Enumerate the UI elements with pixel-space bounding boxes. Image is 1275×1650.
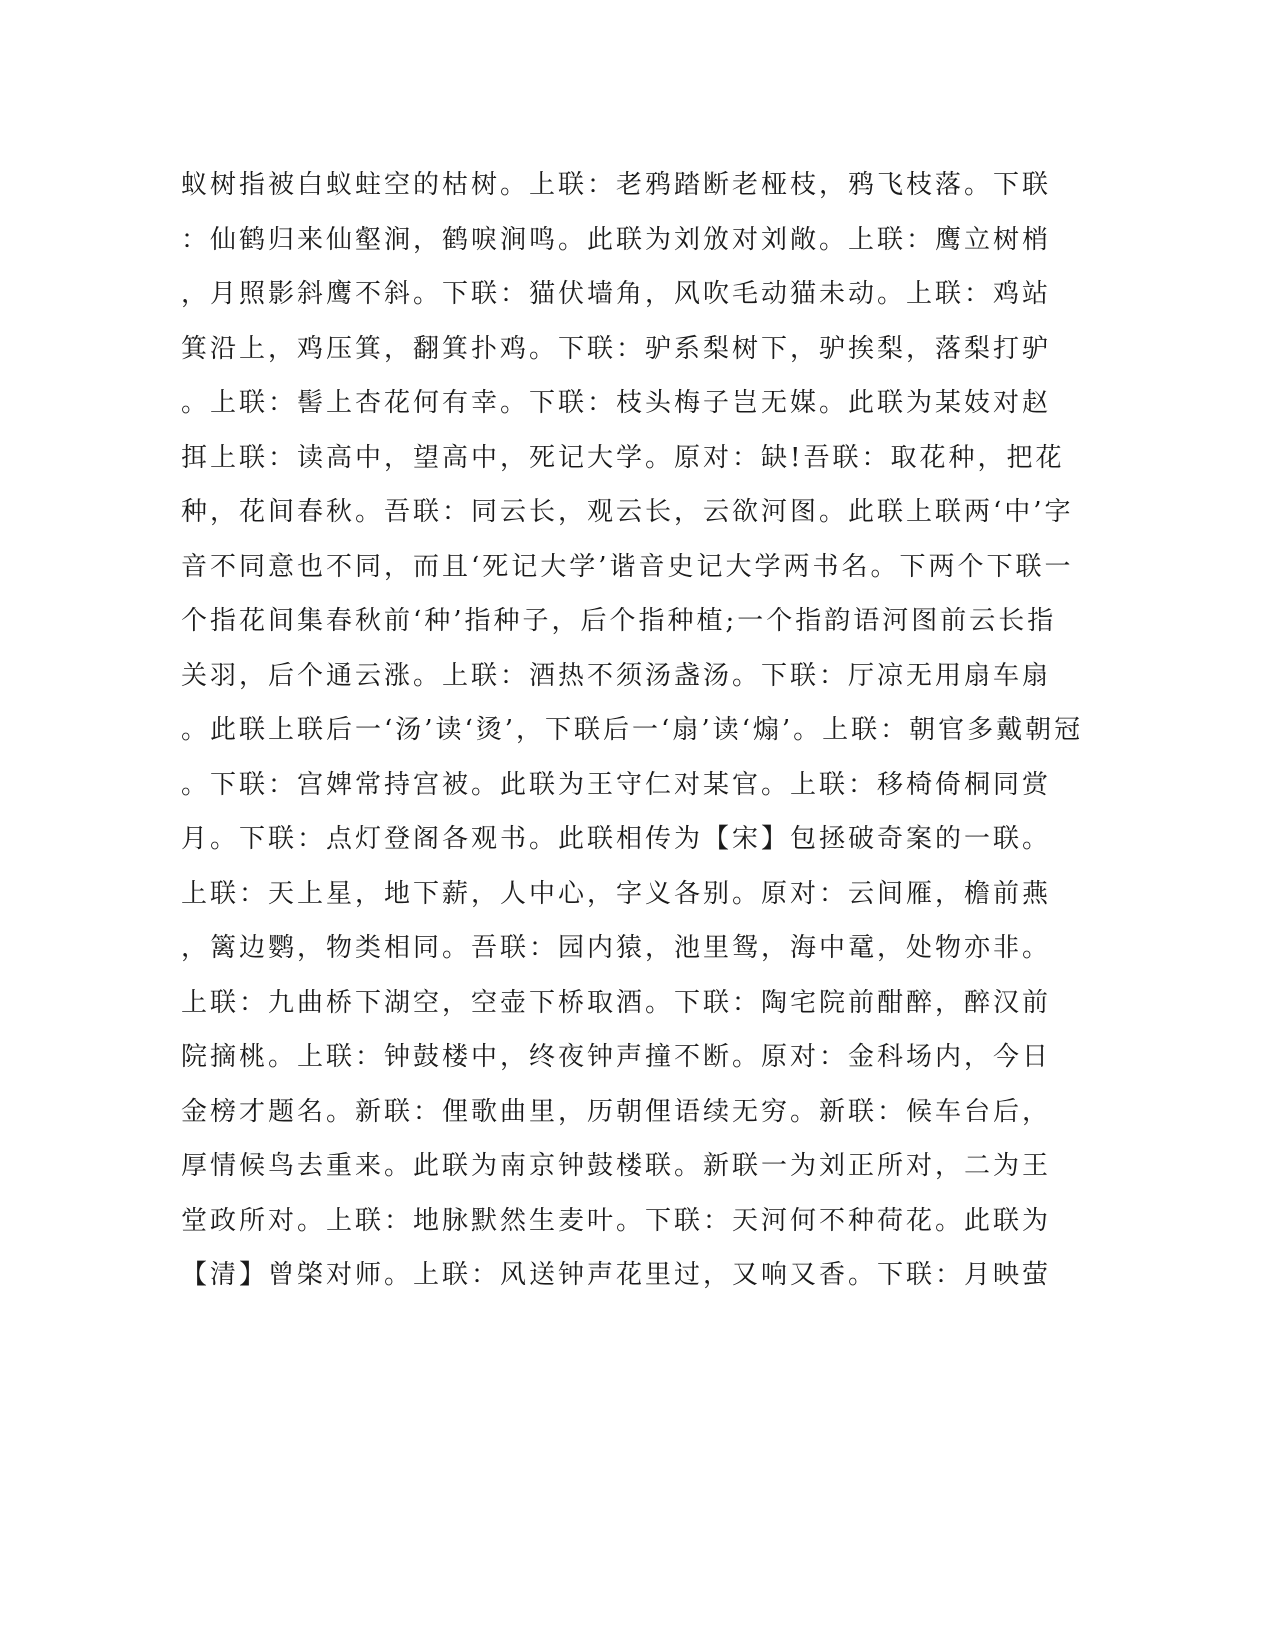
text-line: 厚情候鸟去重来。此联为南京钟鼓楼联。新联一为刘正所对，二为王 xyxy=(181,1151,1052,1181)
text-line: ，篱边鹦，物类相同。吾联：园内猿，池里鸳，海中鼋，处物亦非。 xyxy=(181,933,1052,963)
text-line: ：仙鹤归来仙壑涧，鹤唳涧鸣。此联为刘攽对刘敞。上联：鹰立树梢 xyxy=(181,224,1052,255)
text-line: 箕沿上，鸡压箕，翻箕扑鸡。下联：驴系梨树下，驴挨梨，落梨打驴 xyxy=(181,333,1052,364)
text-line: 院摘桃。上联：钟鼓楼中，终夜钟声撞不断。原对：金科场内，今日 xyxy=(181,1042,1052,1072)
text-line: 上联：九曲桥下湖空，空壶下桥取酒。下联：陶宅院前酣醉，醉汉前 xyxy=(181,987,1052,1018)
text-line: 堂政所对。上联：地脉默然生麦叶。下联：天河何不种荷花。此联为 xyxy=(181,1205,1052,1236)
text-line: 。下联：宫婢常持宫被。此联为王守仁对某官。上联：移椅倚桐同赏 xyxy=(181,769,1052,800)
text-line: 【清】曾棨对师。上联：风送钟声花里过，又响又香。下联：月映萤 xyxy=(181,1260,1052,1290)
document-body xyxy=(181,158,1084,1303)
text-line: 个指花间集春秋前‘种’指种子，后个指种植;一个指韵语河图前云长指 xyxy=(181,606,1057,636)
text-line: 月。下联：点灯登阁各观书。此联相传为【宋】包拯破奇案的一联。 xyxy=(181,824,1052,854)
text-line: 蚁树指被白蚁蛀空的枯树。上联：老鸦踏断老桠枝，鸦飞枝落。下联 xyxy=(181,170,1052,200)
text-line: 。此联上联后一‘汤’读‘烫’，下联后一‘扇’读‘煽’。上联：朝官多戴朝冠 xyxy=(181,715,1084,745)
text-line: 挕上联：读高中，望高中，死记大学。原对：缺!吾联：取花种，把花 xyxy=(181,442,1065,473)
text-line: 。上联：髻上杏花何有幸。下联：枝头梅子岂无媒。此联为某妓对赵 xyxy=(181,388,1052,418)
text-line: ，月照影斜鹰不斜。下联：猫伏墙角，风吹毛动猫未动。上联：鸡站 xyxy=(181,279,1052,309)
text-line: 种，花间春秋。吾联：同云长，观云长，云欲河图。此联上联两‘中’字 xyxy=(181,497,1074,527)
text-line: 音不同意也不同，而且‘死记大学’谐音史记大学两书名。下两个下联一 xyxy=(181,551,1074,582)
text-line: 上联：天上星，地下薪，人中心，字义各别。原对：云间雁，檐前燕 xyxy=(181,878,1052,909)
text-line: 金榜才题名。新联：俚歌曲里，历朝俚语续无穷。新联：候车台后， xyxy=(181,1096,1052,1127)
text-line: 关羽，后个通云涨。上联：酒热不须汤盏汤。下联：厅凉无用扇车扇 xyxy=(181,660,1052,691)
